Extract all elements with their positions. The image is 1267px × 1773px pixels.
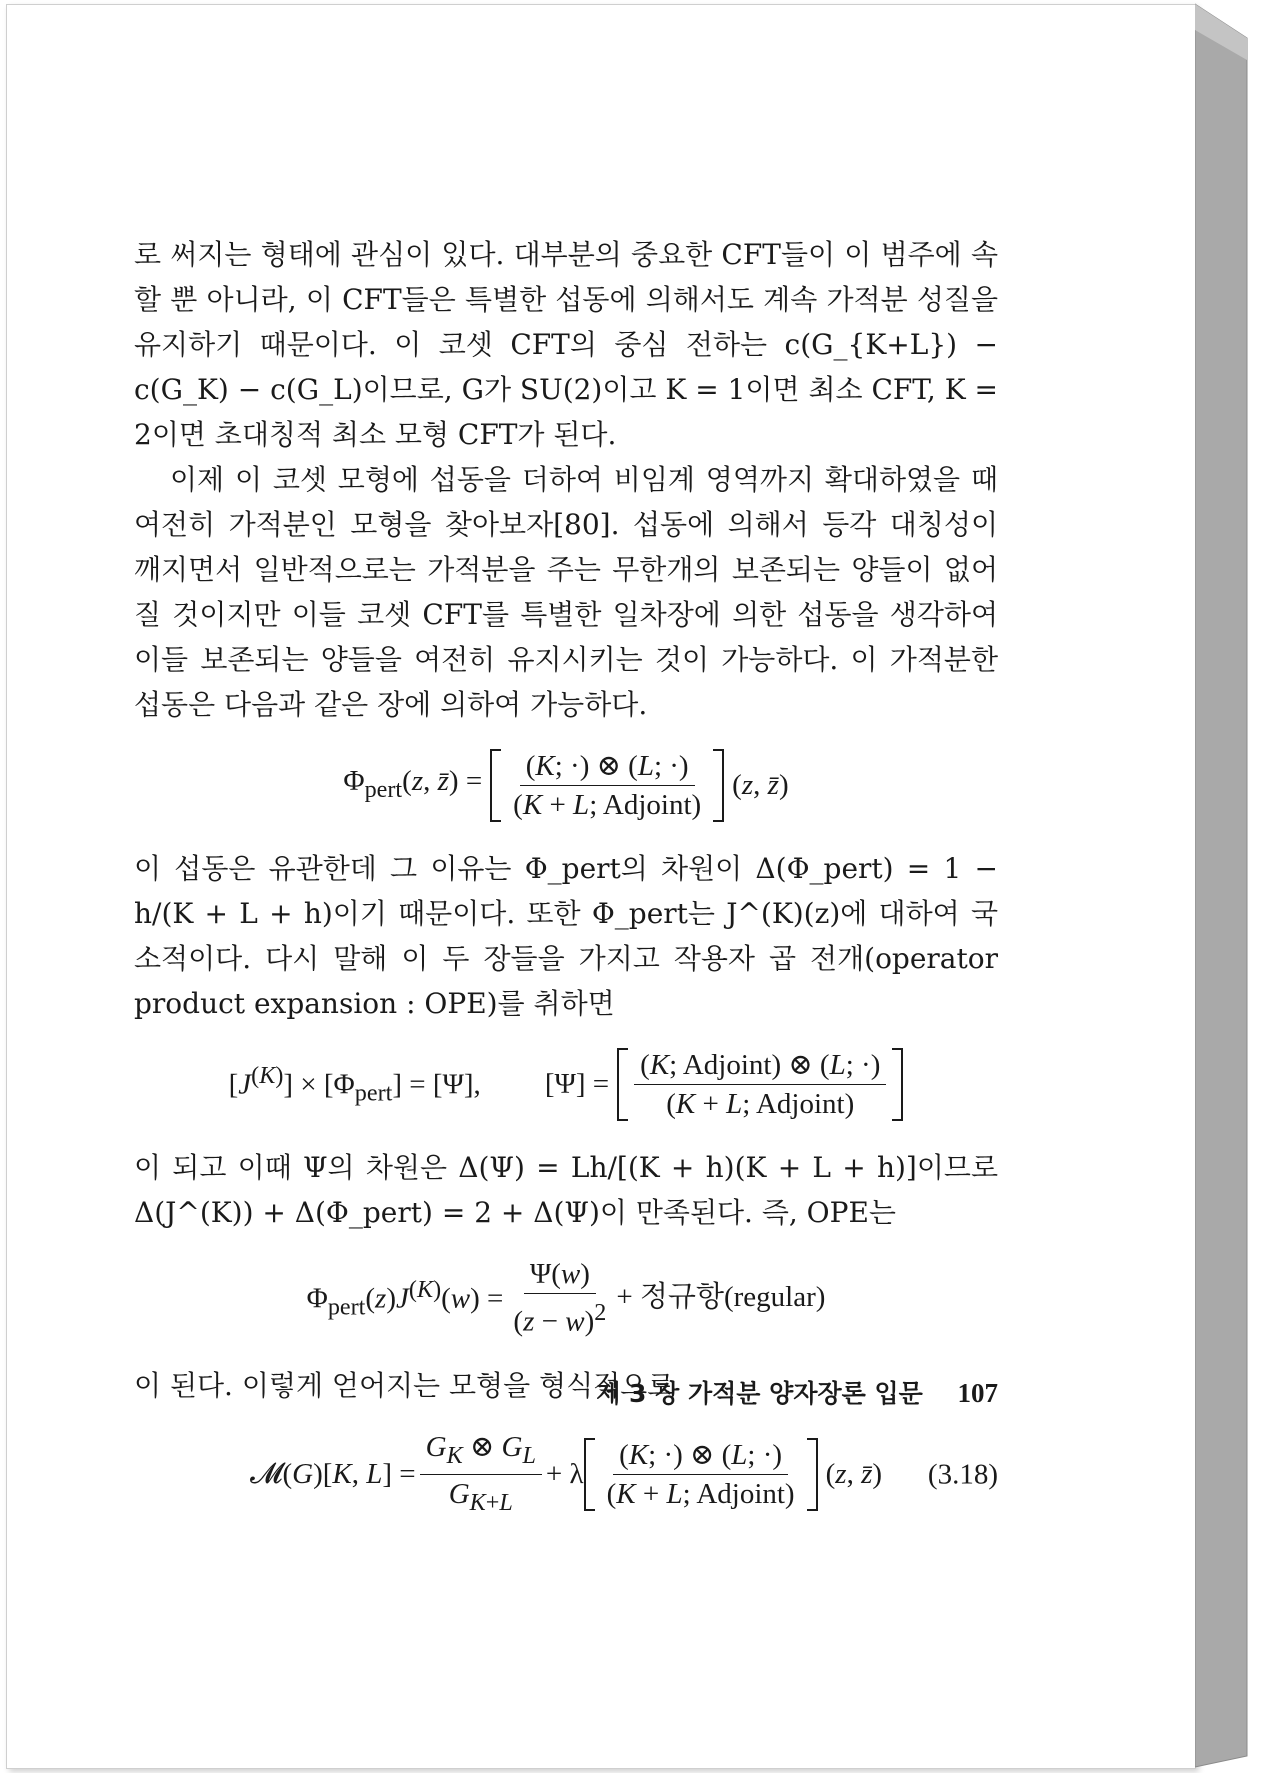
page-footer <box>134 1374 998 1410</box>
paragraph-2: 이제 이 코셋 모형에 섭동을 더하여 비임계 영역까지 확대하였을 때 여전히 가적분인 모형을 찾아보자[80]. 섭동에 의해서 등각 대칭성이 깨지면서 일반적으로는 가적분을 주는 무한개의 보존되는 양들이 없어질 것이지만 이들 코셋 CFT를 특별한 일차장에 의한 섭동을 생각하여 이들 보존되는 양들을 여전히 유지시키는 것이 가능하다. 이 가적분한 섭동은 다음과 같은 장에 의하여 가능하다. <box>134 463 998 721</box>
equation-phi-pert: $\Phi_{pert}(z$, z̄) = $\frac{(K; \cdot) \otimes (L; \cdot)}{\text{(K + L; Adjoint)}}$ (z, z̄) <box>343 750 789 821</box>
equation-ope: $\Phi_{pert}(z)J^{(K)}(w)$ = $\frac{\Psi(w)}{(z - w)^2}$ + 정규항(regular) <box>306 1258 826 1338</box>
equation-3-18: 𝓜(G)[K, L] = $\frac{G_K \otimes G_L}{G_{K+L}}$ + λ $\frac{(K; \cdot) \otimes (L; \cdot)}{\text{(K + L; Adjoint)}}$ (z, z̄) (3.18) <box>249 1430 998 1517</box>
book-spine <box>1195 0 1257 1773</box>
chapter-title: 제 3 장 가적분 양자장론 입문 <box>596 1379 923 1408</box>
paragraph-3: 이 섭동은 유관한데 그 이유는 Φ_pert의 차원이 Δ(Φ_pert) = 1 − h/(K + L + h)이기 때문이다. 또한 Φ_pert는 J^(K)(z)에 대하여 국소적이다. 다시 말해 이 두 장들을 가지고 작용자 곱 전개(operator product expansion : OPE)를 취하면 <box>134 852 998 1020</box>
equation-number: (3.18) <box>927 1458 998 1491</box>
paragraph-5: 이 된다. 이렇게 얻어지는 모형을 형식적으로 <box>134 1368 675 1402</box>
page-number: 107 <box>957 1378 998 1408</box>
paragraph-1: 로 써지는 형태에 관심이 있다. 대부분의 중요한 CFT들이 이 범주에 속할 뿐 아니라, 이 CFT들은 특별한 섭동에 의해서도 계속 가적분 성질을 유지하기 때문이다. 이 코셋 CFT의 중심 전하는 c(G_{K+L}) − c(G_K) − c(G_L)이므로, G가 SU(2)이고 K = 1이면 최소 CFT, K = 2이면 초대칭적 최소 모형 CFT가 된다. <box>134 238 998 451</box>
page-body <box>134 232 998 1544</box>
paragraph-4: 이 되고 이때 Ψ의 차원은 Δ(Ψ) = Lh/[(K + h)(K + L + h)]이므로 Δ(J^(K)) + Δ(Φ_pert) = 2 + Δ(Ψ)이 만족된다. 즉, OPE는 <box>134 1151 998 1229</box>
equation-ope-fusion: $[J^{(K)}] \times [\Phi_{pert}] = [\Psi]$, [Ψ] = $\frac{\text{(K; Adjoint) ⊗ (L; ·)}}{\text{(K + L; Adjoint)}}$ <box>134 1048 998 1121</box>
